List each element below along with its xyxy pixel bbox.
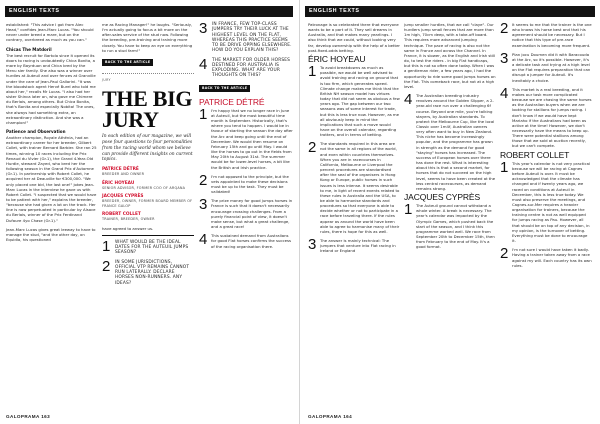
- answer-text: I'm not opposed to the principle, but the vets appointed to make these decisions must be up to the task. They must be validated!: [211, 173, 289, 195]
- right-column-1: [308, 22, 400, 258]
- right-page-footer: GALOPRAMA 164: [308, 414, 353, 419]
- section-heading: JACQUES CYPRÈS: [404, 192, 481, 202]
- right-page-header: ENGLISH TEXTS: [305, 6, 595, 17]
- answer-text: The Auteuil ground cannot withstand a whole winter. A break is necessary. The year's calendar was impacted by the Olympic Games, which pushed back the start of the season, and I think this programme worked well. We race from September 20th to December 15th, then from February to the end of May. It's a good format.: [416, 203, 495, 250]
- answer: [199, 105, 293, 170]
- question-text: THE MARKET FOR OLDER HORSES DESTINED FOR AUSTRALIA IS EXPLODING. WHAT ARE YOUR THOUGHTS ON THIS?: [212, 57, 291, 79]
- answer-text: Plan jocu Doumen did it with Baracouda at the Arc, so it's possible. However, it's a delicate task and trying at a high level on the Flat requires preparation that can disrupt a jumper for Auteuil. It's inevitably a choice.: [512, 51, 591, 83]
- subheading: Patience and Observation: [6, 128, 66, 134]
- answer-number: 2: [199, 171, 208, 189]
- answer-text: I'm happy that we no longer race in June at Auteuil, but the most beautiful time month is September. Historically, that's where you tend to happen. I would be in favour of starting the season the day after the Arc and keep going until the end of December. We would then resume on February 15th and go until May. I would like the horses to go out in the fields from May 20th to August 31st. The summer would be for lower-level horses, a bit like the British and Irish practice.: [211, 107, 293, 170]
- answer: [500, 22, 592, 48]
- left-column-2: [102, 22, 194, 290]
- jury-member-name: JACQUES CYPRÈS: [102, 193, 144, 199]
- question-number: 3: [199, 20, 208, 37]
- divider: [102, 73, 194, 74]
- subheading: Chicas The Matdoril: [6, 46, 52, 52]
- feature-intro: In each edition of our magazine, we will pose four questions to four personalities from the racing world whom we believe can provide different insights on current topics.: [102, 134, 193, 163]
- jury-member-name: PATRICE DÉTRÉ: [102, 167, 139, 173]
- jury-member: [102, 167, 194, 177]
- jury-member-role: BREEDER AND OWNER: [102, 172, 145, 177]
- question-number: 1: [102, 237, 111, 255]
- answer: [199, 171, 293, 195]
- jury-member: [102, 194, 194, 209]
- paragraph: me as Racing Manager!" he laughs. "Seriously, I'm actually going to focus a bit more on the after-sales service of the stud now. Following the breeding, pre-training and training more closely. You have to keep an eye on everything to run a stud farm!": [102, 22, 193, 53]
- paragraph: jump smaller hurdles, that we call "claye". Our hurdlers jump small fences that are more than 1m high, 70cm deep, with a take-off board. This requires more advanced jumping technique. The pace of racing is also not the same in France and across the Channel. In France, it is slower, as the English and Irish still do, to test the riders - in big Flat handicaps, but this is not so often done today. When I was a gentleman rider, a few years ago, I had the opportunity to ride some good jumps horses on the Flat. This comeback race, but not at a high level.: [404, 22, 496, 89]
- answer: [404, 203, 496, 249]
- feature-title: THE BIG JURY: [102, 86, 193, 133]
- jury-member: [102, 212, 194, 222]
- answer: [199, 233, 293, 248]
- paragraph: Jean-Marc Lucas gives great leeway to have to manage the stud, "and the other day, on Equidia, his questioned: [6, 226, 96, 243]
- answer: [404, 93, 496, 191]
- answer-number: 1: [308, 63, 317, 81]
- jury-member-role: SENIOR ADVISOR, FORMER COO OF ARQANA: [102, 185, 186, 190]
- question: [102, 237, 194, 256]
- question-number: 4: [199, 55, 208, 73]
- question: [102, 257, 194, 286]
- answer: [500, 84, 592, 149]
- answer-number: 1: [199, 105, 208, 123]
- paragraph: Another champion, Royale Athénia, had an extraordinary career for her breeder, Gilbert Collet, with trainer Bernard Barbier. She ran 25 times, winning 10 races including the Prix Renaud du Vivier (Gr.1), the Grand 4-Year-Old Hurdle, steward Zayed, who bred her the following season in the Grand Prix d'Automne (Gr.1). In partnership with Robert Collet, he acquired her at Deauville for €300,000. "We only placed one bid, the last one!" jokes Jean-Marc Lucas in the interview he gave us with Robert Collet. "I suspected that we would have to be patient with her," explains the breeder, "because she had given a lot on the track. Her line is now perpetuated in particular by Alsace du Berlais, winner of the Prix Ferdinand Dufaure 4yo Chase (Gr.1).": [6, 135, 97, 223]
- answer-number: 3: [500, 49, 509, 67]
- answer-text: This year's calendar is not very practical because we will be racing at Cagnes before Auteuil is over. It must be acknowledged that the climate has changed and if twenty years ago, we raced on conditions at Auteuil in December, this is less true today. We must also preserve the meetings, and Cagnes-sur-Mer requires a heavier organisation for trainers, because the training centre is not as well equipped for jumps racing as Pau. However, all that should be on top of any decision, in my opinion, is the turnover of betting. Everything must be done to encourage it.: [512, 160, 590, 244]
- answer: [308, 238, 400, 253]
- section-heading: ROBERT COLLET: [500, 149, 570, 160]
- left-column-1: [6, 22, 97, 246]
- right-page: [300, 0, 600, 424]
- jury-member: [102, 181, 194, 191]
- answer-number: 4: [199, 231, 208, 249]
- answer-text: The Australian breeding industry revolves around the Golden Slipper, a 2-year-old race run over a challenging 6f course. Beyond one mile, you're talking stayers, by Australian standards. To protect the Melbourne Cup, like the local Classic over 1m4f, Australian owners very often want to buy in New Zealand. This niche has become increasingly popular, and the programme has grown in strength as the demand for good "staying" horses has increased. The success of European horses over there has done the rest. What is interesting about this is that a second market, for horses that do not succeed on the high level, seems to have been created at the less central racecourses, as demand remains strong.: [416, 93, 496, 191]
- back-to-article-button[interactable]: BACK TO THE ARTICLE: [199, 85, 250, 92]
- answer-text: This sustained demand from Australians for good Flat horses confirms the success of the racing organisation there.: [211, 233, 292, 249]
- answer-text: It seems to me that the trainer is the one who knows his horse best and that his agreement should be necessary. But I notice that this type of pre-race examination is becoming more frequent.: [512, 22, 592, 48]
- question-text: IN FRANCE, FEW TOP-CLASS JUMPERS TRY THEIR LUCK AT THE HIGHEST LEVEL ON THE FLAT, WHEREAS THIS PRACTICE SEEMS TO BE DRIVE OPPING ELSEWHERE. HOW DO YOU EXPLAIN THIS?: [212, 22, 292, 54]
- answer-text: The prize money for good jumps horses in France is such that it doesn't necessarily encourage crossing challenges. From a purely financial point of view, it doesn't make sense, but what a great challenge, and a great race!: [211, 198, 293, 230]
- section-heading: PATRICE DÉTRÉ: [199, 96, 265, 107]
- answer-number: 1: [500, 158, 509, 176]
- divider: [102, 235, 194, 236]
- jury-member-role: TRAINER, BREEDER, OWNER: [102, 217, 155, 222]
- left-column-3: [199, 22, 293, 253]
- answer-number: 3: [308, 236, 317, 254]
- answer-number: 1: [404, 201, 413, 219]
- answer-text: The standards required in this area are not the same in all regions of the world, and even within countries themselves. When you are in racecourses in California, Melbourne or Liverpool the percent procedures are standardised after the seal of the organisers in Hong Kong or Europe, public horses in such issues is less intense. It seems desirable to me, in light of recent events related to these rules in Australia and the USA, to be able to harmonise standards and procedures so that everyone is able to decide whether or not to participate in a race before traveling there. If the rules appear as around the world have been able to agree to harmonise many of their rules, there is hope for this as well.: [320, 141, 400, 234]
- answer-number: 4: [404, 91, 413, 109]
- question: [199, 22, 293, 54]
- answer-number: 2: [308, 139, 317, 157]
- jury-member-name: ÉRIC HOYEAU: [102, 180, 135, 186]
- question-number: 2: [102, 257, 111, 275]
- paragraph: Patronage is so celebrated there that everyone wants to be a part of it. They sell dreams in Australia, and that makes many yearlings. I also think that we could, without looking very far, develop ownership with the help of a better post-fixed-odds betting.: [308, 22, 401, 53]
- section-tag: JURY: [102, 78, 111, 83]
- paragraph: have agreed to answer us.: [102, 225, 154, 231]
- answer-text: This market is a real breeding, and it makes our task more complicated because we are chasing the same horses as the Australian buyers when we are looking for stallions for jumps racing. I don't know if we would have kept Mariaho if the Australians had been as active at the time! However, we don't necessarily have the means to keep up. There were potential stallions among those that we sold at auction recently, but we can't compete.: [512, 86, 592, 149]
- answer: [199, 198, 293, 229]
- right-column-2: [404, 22, 496, 254]
- answer-text: To avoid breakdowns as much as possible, we would be well advised to avoid training and racing on ground that is too firm, which generates speed. Climate change makes me think that the British NH season model has virtues today that did not seem as obvious a few years ago. The gap between our two seasons was of some interest for trade, but this is less true now. However, as me all obviously keep in mind the implications that such a move would have on the overall calendar, regarding trotters, and in terms of betting.: [320, 65, 400, 138]
- jury-member-role: BREEDER, OWNER, FORMER BOARD MEMBER OF FRANCE GALOP: [102, 199, 193, 209]
- right-column-3: [500, 22, 592, 272]
- left-page-header: ENGLISH TEXTS: [5, 6, 293, 17]
- answer-number: 4: [500, 84, 509, 102]
- answer: [500, 49, 592, 83]
- jury-member-name: ROBERT COLLET: [102, 212, 141, 218]
- paragraph: The best recruit for Bartolo since it opened its doors to racing is undoubtedly Chica Bonita, a mare by Bayrduon and Chica bred by the Menu sier family. She also was a winner over hurdles at Auteuil and over fences at Granville under the care of Jean-Paul Gallorini. "It was the bloodstock agent Hervé Burel who told me about her," recalls Mr Lucas. "I also had her sister Shinca later on, who gave me Chimere du Berlais, among others. But Chica Bonita, that's Bonita and especially Nobita! The ones, she always had something extra, an extraordinary distinction. And she was a champion!": [6, 52, 96, 125]
- answer-number: 2: [500, 20, 509, 37]
- answer-text: I'm not sure I would have taken it badly. Having a trainer taken away from a race against my will. Each country has its own rules.: [512, 247, 592, 268]
- question-text: IN SOME JURISDICTIONS, OFFICIAL VTP REMAINS CANNOT RUN LATERALLY. DECLARE HORSES NON-RUNNERS. ANY IDEAS?: [115, 259, 190, 286]
- answer: [500, 247, 592, 268]
- answer: [500, 158, 592, 244]
- answer: [308, 141, 400, 234]
- left-page-footer: GALOPRAMA 163: [6, 414, 51, 419]
- answer-number: 3: [199, 196, 208, 214]
- question: [199, 55, 293, 79]
- back-to-article-button[interactable]: BACK TO THE ARTICLE: [102, 59, 153, 66]
- paragraph: established: "This advice I got from Alec Head," confides Jean-Marc Lucas. "You should never under breed a mare, but on the contrary, overbreed as much as you can.": [6, 22, 94, 43]
- answer-text: The answer is mainly technical: The jumpers that venture into Flat racing in Ireland or England: [320, 238, 396, 254]
- question-text: WHAT WOULD BE THE IDEAL DATES FOR THE AUTEUIL JUMPS SEASON?: [115, 239, 189, 256]
- answer: [308, 65, 400, 137]
- section-heading: ÉRIC HOYEAU: [308, 53, 366, 64]
- answer-number: 2: [500, 245, 509, 263]
